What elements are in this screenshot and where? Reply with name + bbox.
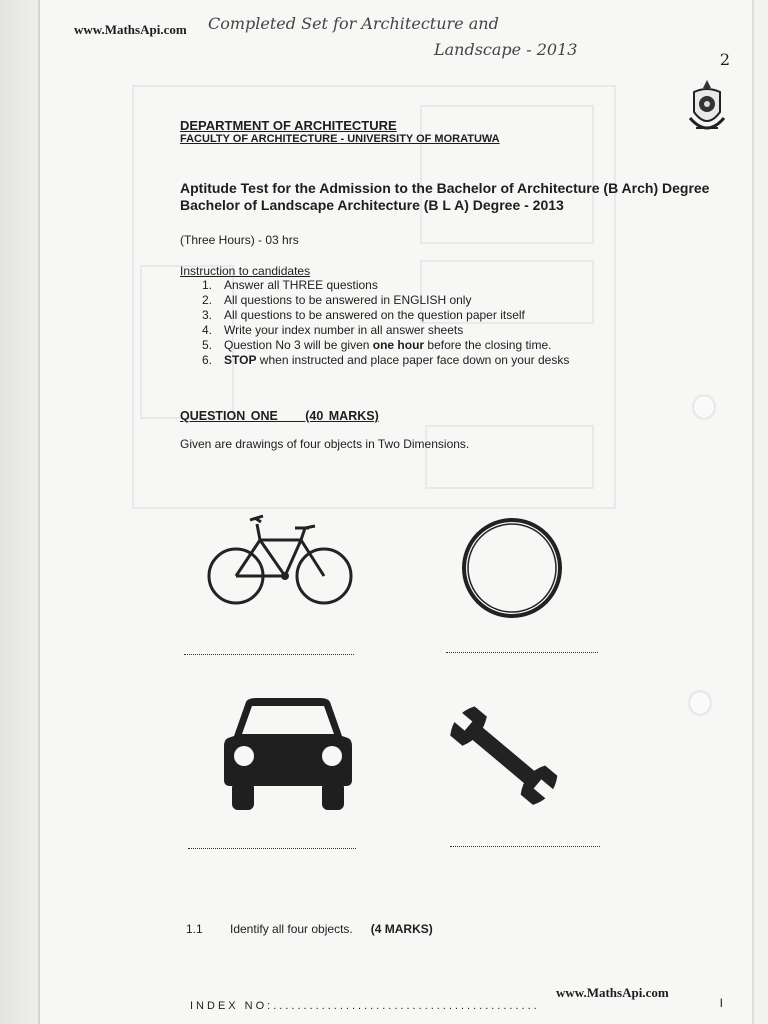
instruction-item: 3. All questions to be answered on the question paper itself [202, 308, 525, 322]
department-heading: DEPARTMENT OF ARCHITECTURE [180, 118, 397, 133]
test-title-line2: Bachelor of Landscape Architecture (B L A) Degree - 2013 [180, 197, 564, 213]
university-crest-icon [686, 78, 728, 144]
handwritten-note-line1: Completed Set for Architecture and [208, 14, 499, 33]
answer-line[interactable] [188, 848, 356, 849]
bicycle-icon [205, 510, 357, 610]
watermark-top: www.MathsApi.com [74, 22, 187, 37]
answer-line[interactable] [450, 846, 600, 847]
question-one-text: Given are drawings of four objects in Two Dimensions. [180, 437, 470, 451]
instruction-item: 2. All questions to be answered in ENGLISH only [202, 293, 472, 307]
punch-hole [690, 692, 710, 714]
index-number-field[interactable]: INDEX NO:............................................ [190, 1000, 540, 1012]
instruction-item: 6. STOP when instructed and place paper face down on your desks [202, 353, 570, 367]
question-one-heading: QUESTION ONE (40 MARKS) [180, 409, 379, 423]
instructions-list [202, 278, 569, 368]
instruction-item: 4. Write your index number in all answer sheets [202, 323, 464, 337]
paper-sheet [40, 0, 752, 1024]
wrench-icon [448, 694, 558, 816]
answer-line[interactable] [184, 654, 354, 655]
test-title-line1: Aptitude Test for the Admission to the Bachelor of Architecture (B Arch) Degree [180, 180, 710, 196]
footer-mark: I [719, 996, 723, 1010]
punch-hole [694, 396, 714, 418]
answer-line[interactable] [446, 652, 598, 653]
instructions-title: Instruction to candidates [180, 264, 311, 278]
car-icon [222, 696, 354, 812]
watermark-bottom: www.MathsApi.com [556, 985, 669, 1000]
handwritten-note-line2: Landscape - 2013 [434, 40, 578, 59]
page-number: 2 [719, 50, 730, 69]
test-duration: (Three Hours) - 03 hrs [180, 233, 299, 247]
instruction-item: 5. Question No 3 will be given one hour before the closing time. [202, 338, 552, 352]
question-1-1: 1.1 Identify all four objects. (4 MARKS) [186, 922, 433, 936]
instruction-item: 1. Answer all THREE questions [202, 278, 378, 292]
ring-icon [458, 512, 566, 624]
scan-left-edge [0, 0, 40, 1024]
faculty-heading: FACULTY OF ARCHITECTURE - UNIVERSITY OF MORATUWA [180, 133, 500, 145]
